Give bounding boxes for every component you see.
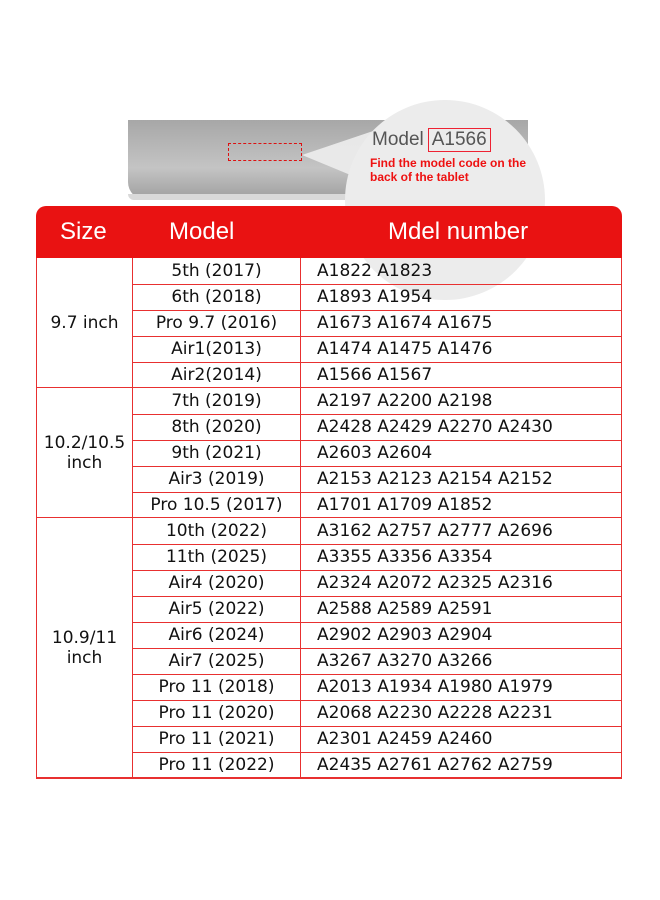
size-group [37, 258, 621, 388]
header-size: Size [60, 218, 107, 245]
table-row [133, 622, 621, 649]
model-number-cell: A3267 A3270 A3266 [317, 651, 493, 671]
size-cell: 10.2/10.5 inch [37, 388, 133, 517]
model-number-cell: A2013 A1934 A1980 A1979 [317, 677, 553, 697]
model-number-cell: A2588 A2589 A2591 [317, 599, 493, 619]
table-row [133, 388, 621, 415]
table-header [36, 206, 622, 258]
model-cell: Pro 10.5 (2017) [133, 492, 301, 518]
table-row [133, 726, 621, 753]
model-number-cell: A2153 A2123 A2154 A2152 [317, 469, 553, 489]
model-number-cell: A1566 A1567 [317, 365, 433, 385]
table-row [133, 544, 621, 571]
model-number-cell: A2068 A2230 A2228 A2231 [317, 703, 553, 723]
model-number-table [36, 206, 622, 779]
table-row [133, 466, 621, 493]
model-number-cell: A2324 A2072 A2325 A2316 [317, 573, 553, 593]
model-cell: Air4 (2020) [133, 570, 301, 596]
model-cell: Air2(2014) [133, 362, 301, 388]
model-number-cell: A2902 A2903 A2904 [317, 625, 493, 645]
model-number-cell: A1474 A1475 A1476 [317, 339, 493, 359]
model-cell: 9th (2021) [133, 440, 301, 466]
table-row [133, 310, 621, 337]
table-row [133, 492, 621, 518]
table-row [133, 336, 621, 363]
magnified-model-text [372, 128, 491, 152]
model-number-cell: A1893 A1954 [317, 287, 433, 307]
model-cell: Pro 11 (2020) [133, 700, 301, 726]
table-body [36, 258, 622, 779]
model-cell: Air6 (2024) [133, 622, 301, 648]
table-row [133, 414, 621, 441]
header-model: Model [169, 218, 235, 245]
model-number-cell: A3355 A3356 A3354 [317, 547, 493, 567]
model-cell: 8th (2020) [133, 414, 301, 440]
model-number-cell: A2301 A2459 A2460 [317, 729, 493, 749]
model-cell: Air7 (2025) [133, 648, 301, 674]
model-cell: Pro 11 (2018) [133, 674, 301, 700]
model-code-hint: Find the model code on the back of the tablet [370, 156, 526, 184]
table-row [133, 570, 621, 597]
model-label: Model [372, 129, 424, 150]
model-cell: 5th (2017) [133, 258, 301, 284]
table-row [133, 596, 621, 623]
model-number-cell: A2197 A2200 A2198 [317, 391, 493, 411]
size-cell: 9.7 inch [37, 258, 133, 387]
model-number-cell: A1822 A1823 [317, 261, 433, 281]
model-cell: Air3 (2019) [133, 466, 301, 492]
header-model-number: Mdel number [388, 218, 529, 245]
model-cell: Pro 9.7 (2016) [133, 310, 301, 336]
table-row [133, 518, 621, 545]
model-code-location-marker [228, 143, 302, 161]
model-cell: Air5 (2022) [133, 596, 301, 622]
model-number-cell: A2435 A2761 A2762 A2759 [317, 755, 553, 775]
model-cell: Air1(2013) [133, 336, 301, 362]
table-row [133, 284, 621, 311]
table-row [133, 648, 621, 675]
model-cell: Pro 11 (2022) [133, 752, 301, 778]
size-cell: 10.9/11 inch [37, 518, 133, 777]
table-row [133, 362, 621, 388]
size-group [37, 518, 621, 778]
model-number-cell: A3162 A2757 A2777 A2696 [317, 521, 553, 541]
model-code-highlight: A1566 [428, 128, 491, 152]
table-row [133, 258, 621, 285]
model-cell: 11th (2025) [133, 544, 301, 570]
model-cell: 7th (2019) [133, 388, 301, 414]
table-row [133, 700, 621, 727]
table-row [133, 440, 621, 467]
table-row [133, 752, 621, 778]
model-number-cell: A2603 A2604 [317, 443, 433, 463]
model-number-cell: A1673 A1674 A1675 [317, 313, 493, 333]
model-cell: Pro 11 (2021) [133, 726, 301, 752]
model-number-cell: A1701 A1709 A1852 [317, 495, 493, 515]
model-cell: 10th (2022) [133, 518, 301, 544]
table-row [133, 674, 621, 701]
size-group [37, 388, 621, 518]
model-cell: 6th (2018) [133, 284, 301, 310]
model-number-cell: A2428 A2429 A2270 A2430 [317, 417, 553, 437]
